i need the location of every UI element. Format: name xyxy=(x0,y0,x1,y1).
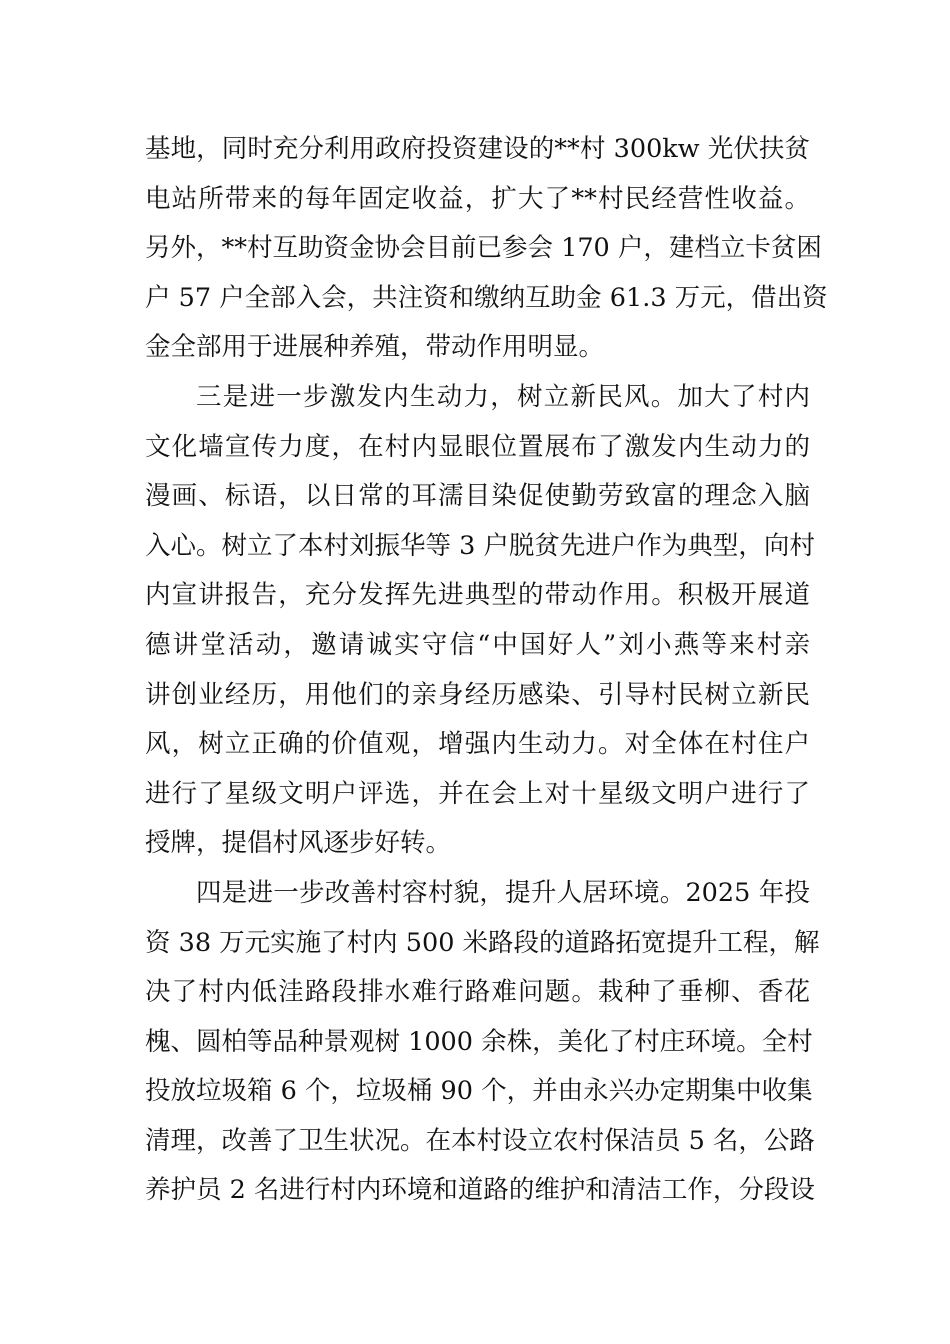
paragraph-line: 资 38 万元实施了村内 500 米路段的道路拓宽提升工程，解 xyxy=(145,927,820,958)
paragraph-line: 金全部用于进展种养殖，带动作用明显。 xyxy=(145,332,605,363)
paragraph-line: 电站所带来的每年固定收益，扩大了**村民经营性收益。 xyxy=(145,183,810,214)
paragraph-line: 户 57 户全部入会，共注资和缴纳互助金 61.3 万元，借出资 xyxy=(145,282,828,313)
paragraph-line: 入心。树立了本村刘振华等 3 户脱贫先进户作为典型，向村 xyxy=(145,530,815,561)
paragraph-line: 风，树立正确的价值观，增强内生动力。对全体在村住户 xyxy=(145,729,810,760)
paragraph-line: 德讲堂活动，邀请诚实守信“中国好人”刘小燕等来村亲 xyxy=(145,629,810,660)
paragraph-line: 讲创业经历，用他们的亲身经历感染、引导村民树立新民 xyxy=(145,679,810,710)
paragraph-line: 文化墙宣传力度，在村内显眼位置展布了激发内生动力的 xyxy=(145,431,810,462)
paragraph-line: 四是进一步改善村容村貌，提升人居环境。2025 年投 xyxy=(196,877,810,908)
paragraph-line: 投放垃圾箱 6 个，垃圾桶 90 个，并由永兴办定期集中收集 xyxy=(145,1076,813,1107)
paragraph-1 xyxy=(145,125,828,373)
paragraph-line: 槐、圆柏等品种景观树 1000 余株，美化了村庄环境。全村 xyxy=(145,1026,813,1057)
paragraph-line: 养护员 2 名进行村内环境和道路的维护和清洁工作，分段设 xyxy=(145,1175,815,1206)
paragraph-line: 内宣讲报告，充分发挥先进典型的带动作用。积极开展道 xyxy=(145,580,810,611)
paragraph-line: 进行了星级文明户评选，并在会上对十星级文明户进行了 xyxy=(145,778,810,809)
paragraph-line: 授牌，提倡村风逐步好转。 xyxy=(145,828,452,859)
paragraph-line: 另外，**村互助资金协会目前已参会 170 户，建档立卡贫困 xyxy=(145,233,822,264)
paragraph-line: 三是进一步激发内生动力，树立新民风。加大了村内 xyxy=(196,381,810,412)
paragraph-line: 漫画、标语，以日常的耳濡目染促使勤劳致富的理念入脑 xyxy=(145,481,810,512)
document-body xyxy=(145,125,828,1216)
paragraph-2 xyxy=(145,373,815,869)
paragraph-line: 基地，同时充分利用政府投资建设的**村 300kw 光伏扶贫 xyxy=(145,134,810,164)
paragraph-line: 决了村内低洼路段排水难行路难问题。栽种了垂柳、香花 xyxy=(145,977,810,1008)
paragraph-line: 清理，改善了卫生状况。在本村设立农村保洁员 5 名，公路 xyxy=(145,1125,815,1156)
paragraph-3 xyxy=(145,869,820,1216)
